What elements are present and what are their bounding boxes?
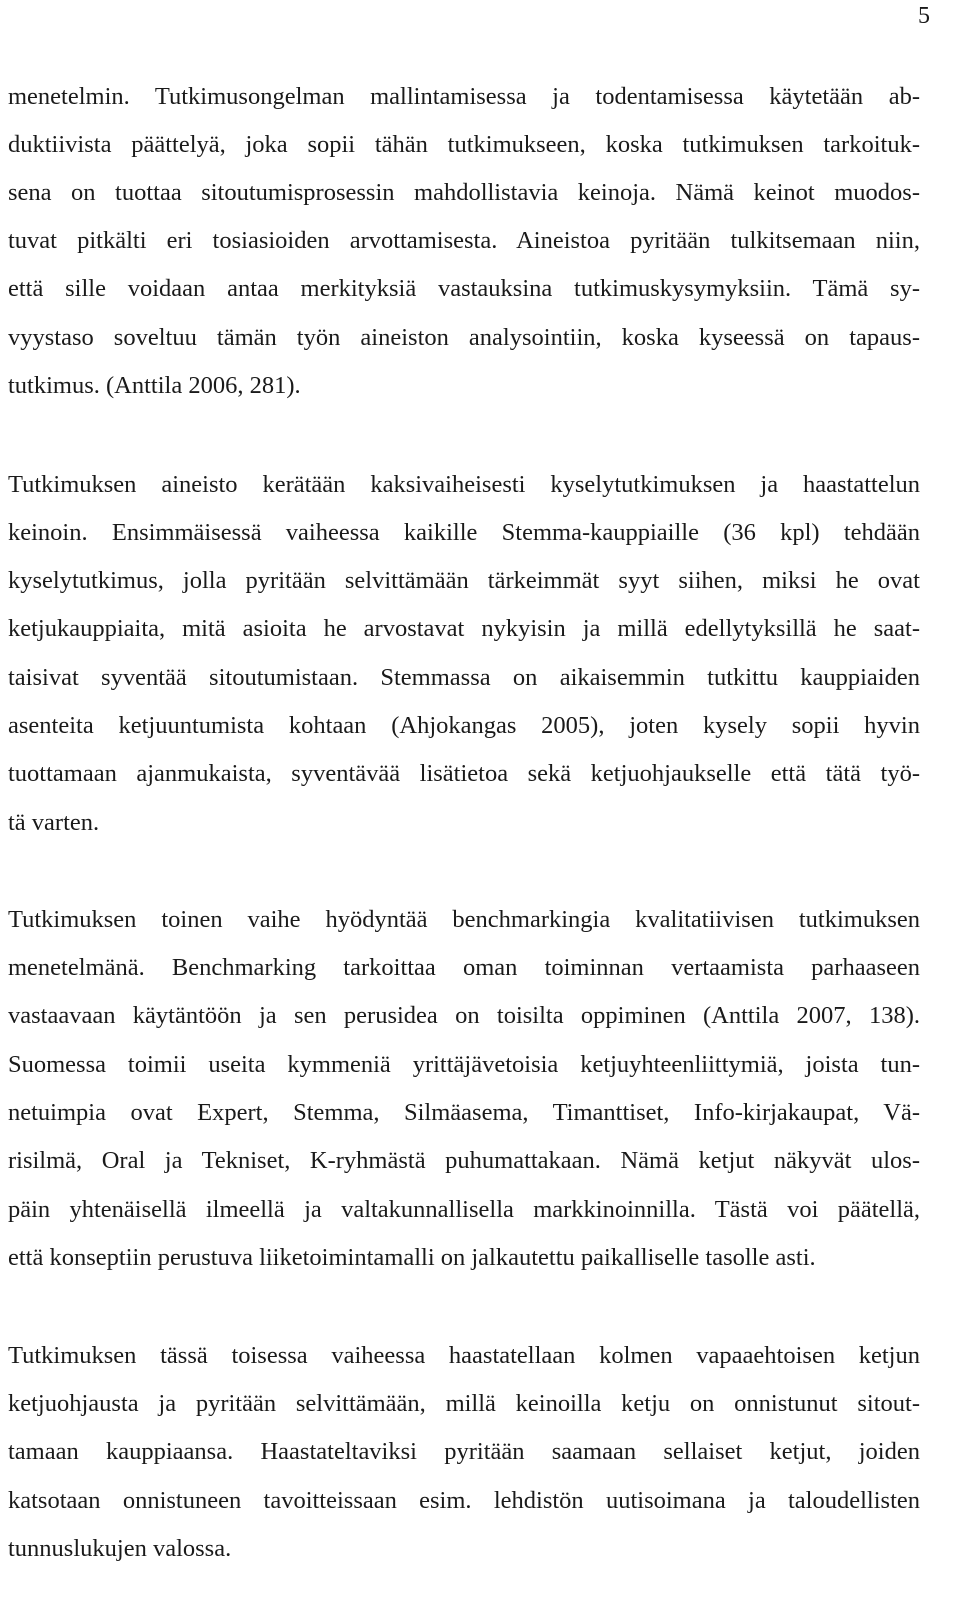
text-line: Tutkimuksen tässä toisessa vaiheessa haastatellaan kolmen vapaaehtoisen ketjun <box>8 1342 920 1369</box>
text-line: sena on tuottaa sitoutumisprosessin mahdollistavia keinoja. Nämä keinot muodos- <box>8 179 920 206</box>
text-line: ketjukauppiaita, mitä asioita he arvostavat nykyisin ja millä edellytyksillä he saat- <box>8 615 920 642</box>
text-line: että konseptiin perustuva liiketoimintamalli on jalkautettu paikalliselle tasolle asti. <box>8 1244 816 1271</box>
text-line: ketjuohjausta ja pyritään selvittämään, millä keinoilla ketju on onnistunut sitout- <box>8 1390 920 1417</box>
text-line: vastaavaan käytäntöön ja sen perusidea on toisilta oppiminen (Anttila 2007, 138). <box>8 1002 920 1029</box>
text-line: vyystaso soveltuu tämän työn aineiston analysointiin, koska kyseessä on tapaus- <box>8 324 920 351</box>
text-line: asenteita ketjuuntumista kohtaan (Ahjokangas 2005), joten kysely sopii hyvin <box>8 712 920 739</box>
text-line: katsotaan onnistuneen tavoitteissaan esim. lehdistön uutisoimana ja taloudellisten <box>8 1487 920 1514</box>
text-line: tunnuslukujen valossa. <box>8 1535 232 1562</box>
text-line: tamaan kauppiaansa. Haastateltaviksi pyritään saamaan sellaiset ketjut, joiden <box>8 1438 920 1465</box>
text-line: tä varten. <box>8 809 100 836</box>
text-line: kyselytutkimus, jolla pyritään selvittämään tärkeimmät syyt siihen, miksi he ovat <box>8 567 920 594</box>
text-line: taisivat syventää sitoutumistaan. Stemmassa on aikaisemmin tutkittu kauppiaiden <box>8 664 920 691</box>
text-line: että sille voidaan antaa merkityksiä vastauksina tutkimuskysymyksiin. Tämä sy- <box>8 275 920 302</box>
text-line: tutkimus. (Anttila 2006, 281). <box>8 372 301 399</box>
text-line: tuvat pitkälti eri tosiasioiden arvottamisesta. Aineistoa pyritään tulkitsemaan niin, <box>8 227 920 254</box>
text-line: keinoin. Ensimmäisessä vaiheessa kaikille Stemma-kauppiaille (36 kpl) tehdään <box>8 519 920 546</box>
text-line: päin yhtenäisellä ilmeellä ja valtakunnallisella markkinoinnilla. Tästä voi päätellä, <box>8 1196 920 1223</box>
text-line: netuimpia ovat Expert, Stemma, Silmäasema, Timanttiset, Info-kirjakaupat, Vä- <box>8 1099 920 1126</box>
text-line: duktiivista päättelyä, joka sopii tähän tutkimukseen, koska tutkimuksen tarkoituk- <box>8 131 920 158</box>
text-line: risilmä, Oral ja Tekniset, K-ryhmästä puhumattakaan. Nämä ketjut näkyvät ulos- <box>8 1147 920 1174</box>
text-line: Tutkimuksen toinen vaihe hyödyntää benchmarkingia kvalitatiivisen tutkimuksen <box>8 906 920 933</box>
text-line: menetelmänä. Benchmarking tarkoittaa oman toiminnan vertaamista parhaaseen <box>8 954 920 981</box>
page-number: 5 <box>918 3 930 29</box>
text-line: tuottamaan ajanmukaista, syventävää lisätietoa sekä ketjuohjaukselle että tätä työ- <box>8 760 920 787</box>
text-line: Suomessa toimii useita kymmeniä yrittäjävetoisia ketjuyhteenliittymiä, joista tun- <box>8 1051 920 1078</box>
text-line: menetelmin. Tutkimusongelman mallintamisessa ja todentamisessa käytetään ab- <box>8 83 920 110</box>
text-line: Tutkimuksen aineisto kerätään kaksivaiheisesti kyselytutkimuksen ja haastattelun <box>8 471 920 498</box>
